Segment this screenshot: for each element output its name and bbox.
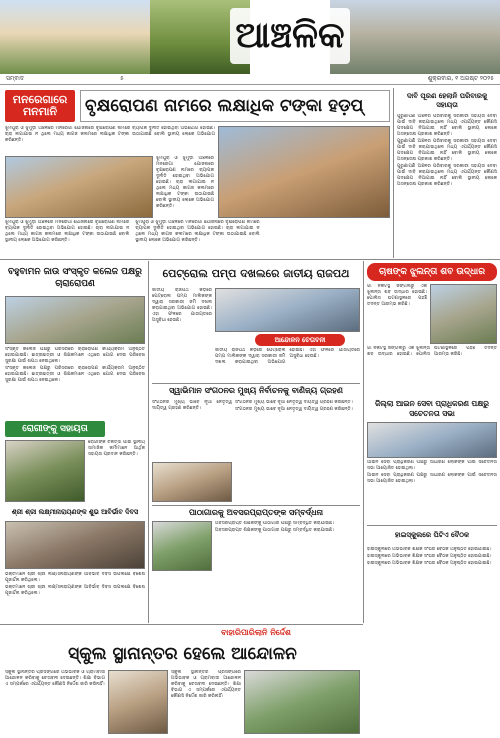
- lead-body-side: [156, 156, 214, 218]
- column-divider-left: [148, 261, 149, 623]
- lead-body-bottom-text: ଝୁମପୁରା ଓ ଝୁମୁଡ଼ା ଅଞ୍ଚଳରେ ମନରେଗା ଯୋଜନାରେ ବୃକ୍ଷରୋପଣ ନାମରେ ବ୍ୟାପକ ଦୁର୍ନୀତି ହୋଇଥିବା ଅଭିଯୋଗ ହୋଇଛି। ଚାରା ଲଗାଯାଇ ନ ଥିଲେ ମଧ୍ୟ କାଗଜ କଲମରେ ଲକ୍ଷାଧିକ ଟଙ୍କା ଉଠାଯାଇଛି ବୋଲି ସ୍ଥାନୀୟ ଲୋକେ ଅଭିଯୋଗ କରିଛନ୍ତି।: [5, 220, 130, 243]
- left-story3-headline[interactable]: ଶ୍ରୀ ଶ୍ରୀ ଲକ୍ଷ୍ମୀନାରାୟଣଙ୍କ ଶୁଭ ଆବିର୍ଭାବ ଦିବସ: [11, 507, 139, 516]
- left-story1-text: ସଂସ୍କୃତ କଲେଜ ପକ୍ଷରୁ ପରିସରରେ ଚାରାରୋପଣ କାର୍ଯ୍ୟକ୍ରମ ଅନୁଷ୍ଠିତ ହୋଇଯାଇଛି। ଛାତ୍ରଛାତ୍ରୀ ଓ ଶିକ୍ଷକମାନେ ଏଥିରେ ଯୋଗ ଦେଇ ପରିବେଶ ସୁରକ୍ଷା ପାଇଁ ଶପଥ ନେଇଥିଲେ।: [5, 347, 145, 364]
- lead-body-top: [5, 126, 215, 154]
- masthead: [0, 0, 500, 74]
- lead-body-side-text: ଝୁମପୁରା ଓ ଝୁମୁଡ଼ା ଅଞ୍ଚଳରେ ମନରେଗା ଯୋଜନାରେ ବୃକ୍ଷରୋପଣ ନାମରେ ବ୍ୟାପକ ଦୁର୍ନୀତି ହୋଇଥିବା ଅଭିଯୋଗ ହୋଇଛି। ଚାରା ଲଗାଯାଇ ନ ଥିଲେ ମଧ୍ୟ କାଗଜ କଲମରେ ଲକ୍ଷାଧିକ ଟଙ୍କା ଉଠାଯାଇଛି ବୋଲି ସ୍ଥାନୀୟ ଲୋକେ ଅଭିଯୋଗ କରିଛନ୍ତି।: [156, 156, 214, 209]
- right-story3-text-3: ହାଇସ୍କୁଲରେ ଅଭିଭାବକ ଶିକ୍ଷକ ସଂଘର ବୈଠକ ଅନୁଷ୍ଠିତ ହୋଇଯାଇଛି।: [367, 561, 492, 566]
- center-story2-text-2: ସଂଗଠନର ମୁଖ୍ୟ ଭାବେ ନୂଆ ନେତୃତ୍ୱ ଦାୟିତ୍ୱ ଗ୍ରହଣ କରିଛନ୍ତି।: [235, 400, 353, 405]
- left-story1-text-2: ସଂସ୍କୃତ କଲେଜ ପକ୍ଷରୁ ପରିସରରେ ଚାରାରୋପଣ କାର୍ଯ୍ୟକ୍ରମ ଅନୁଷ୍ଠିତ ହୋଇଯାଇଛି। ଛାତ୍ରଛାତ୍ରୀ ଓ ଶିକ୍ଷକମାନେ ଏଥିରେ ଯୋଗ ଦେଇ ପରିବେଶ ସୁରକ୍ଷା ପାଇଁ ଶପଥ ନେଇଥିଲେ।: [5, 366, 145, 383]
- row-divider-1: [0, 259, 500, 260]
- center-story3-headline[interactable]: ପାଠାଗାରକୁ ଅବସରପ୍ରାପ୍ତଙ୍କ ସମ୍ବର୍ଦ୍ଧନା: [152, 505, 360, 519]
- right-top-text-3: ପୁରୁଣାପଣି ଅଞ୍ଚଳର ପରିବାରକୁ ସରକାରୀ ସହାୟତା ଦେବା ପାଇଁ ଦାବି କରାଯାଇଥିଲେ ମଧ୍ୟ ଏପର୍ଯ୍ୟନ୍ତ କୌଣସି ପଦକ୍ଷେପ ନିଆଯାଇ ନାହିଁ ବୋଲି ସ୍ଥାନୀୟ ଲୋକେ ଅସନ୍ତୋଷ ପ୍ରକାଶ କରିଛନ୍ତି।: [397, 164, 497, 187]
- bottom-headline[interactable]: ସ୍କୁଲ ସ୍ଥାନାନ୍ତର ହେଲେ ଆନ୍ଦୋଳନ: [68, 644, 297, 664]
- left-story1-headline[interactable]: ବହୁବାମନ ଜାଉ ସଂସ୍କୃତ କଲେଜ ପକ୍ଷରୁ ଚାରାରୋପଣ: [8, 267, 142, 289]
- lead-body-bottom-text-2: ଝୁମପୁରା ଓ ଝୁମୁଡ଼ା ଅଞ୍ଚଳରେ ମନରେଗା ଯୋଜନାରେ ବୃକ୍ଷରୋପଣ ନାମରେ ବ୍ୟାପକ ଦୁର୍ନୀତି ହୋଇଥିବା ଅଭିଯୋଗ ହୋଇଛି। ଚାରା ଲଗାଯାଇ ନ ଥିଲେ ମଧ୍ୟ କାଗଜ କଲମରେ ଲକ୍ଷାଧିକ ଟଙ୍କା ଉଠାଯାଇଛି ବୋଲି ସ୍ଥାନୀୟ ଲୋକେ ଅଭିଯୋଗ କରିଛନ୍ତି।: [135, 220, 260, 243]
- right-story1-body: [367, 284, 427, 344]
- center-story3-text-2: ଅବସରପ୍ରାପ୍ତ ଶିକ୍ଷକଙ୍କୁ ପାଠାଗାର ପକ୍ଷରୁ ସମ୍ବର୍ଦ୍ଧିତ କରାଯାଇଛି।: [215, 528, 335, 533]
- right-story3-headline[interactable]: ହାଇସ୍କୁଲରେ ପିଟିଏ ବୈଠକ: [367, 525, 497, 545]
- left-story2-body: [88, 440, 145, 502]
- right-story2-headline[interactable]: ଜିଲ୍ଲା ଆଇନ ସେବା ପ୍ରାଧିକରଣ ପକ୍ଷରୁ ସଚେତନତା ସଭା: [375, 399, 489, 418]
- left-story2-headline[interactable]: ରୋଗୀଙ୍କୁ ସହାୟତା: [5, 421, 105, 437]
- right-top-text-2: ପୁରୁଣାପଣି ଅଞ୍ଚଳର ପରିବାରକୁ ସରକାରୀ ସହାୟତା ଦେବା ପାଇଁ ଦାବି କରାଯାଇଥିଲେ ମଧ୍ୟ ଏପର୍ଯ୍ୟନ୍ତ କୌଣସି ପଦକ୍ଷେପ ନିଆଯାଇ ନାହିଁ ବୋଲି ସ୍ଥାନୀୟ ଲୋକେ ଅସନ୍ତୋଷ ପ୍ରକାଶ କରିଛନ୍ତି।: [397, 139, 497, 162]
- center-story2-text-3: ସଂଗଠନର ମୁଖ୍ୟ ଭାବେ ନୂଆ ନେତୃତ୍ୱ ଦାୟିତ୍ୱ ଗ୍ରହଣ କରିଛନ୍ତି।: [235, 407, 353, 412]
- right-story1-text-2: ଗାଁ ନିକଟସ୍ଥ ଜଙ୍ଗଲରୁ ଏକ ଝୁଲନ୍ତା ଶବ ଉଦ୍ଧାର ହୋଇଛି। ପୋଲିସ ଘଟଣାସ୍ଥଳରେ ପହଞ୍ଚି ତଦନ୍ତ ଆରମ୍ଭ କରିଛି।: [367, 346, 497, 357]
- dateline-bar: [0, 74, 500, 85]
- bottom-photo-1: [108, 670, 168, 734]
- right-story1-photo: [430, 284, 497, 344]
- bottom-photo-2: [244, 670, 360, 734]
- bottom-body-mid: [171, 670, 241, 734]
- center-story2-body-2: [235, 400, 360, 502]
- center-warning-badge: ଆନ୍ଦୋଳନ ଚେତାବନୀ: [255, 334, 345, 346]
- column-divider-right: [363, 261, 364, 623]
- right-top-headline[interactable]: ଦାବି ପୂରଣ ହେଲାନି ପରିବାରକୁ ସହାୟତା: [406, 92, 488, 109]
- lead-body-bottom: [5, 220, 390, 256]
- left-story3-text: ଭକ୍ତମାନେ ଶ୍ରୀ ଶ୍ରୀ ଲକ୍ଷ୍ମୀନାରାୟଣଙ୍କ ଆବିର୍ଭାବ ଦିବସ ଉପଲକ୍ଷେ ବିଶେଷ ପୂଜାର୍ଚ୍ଚନା କରିଥିଲେ।: [5, 572, 145, 583]
- center-story1-photo: [215, 288, 360, 332]
- right-story3-body: [367, 547, 497, 733]
- center-story1-body: [152, 288, 212, 380]
- right-story3-text: ହାଇସ୍କୁଲରେ ଅଭିଭାବକ ଶିକ୍ଷକ ସଂଘର ବୈଠକ ଅନୁଷ୍ଠିତ ହୋଇଯାଇଛି।: [367, 547, 492, 552]
- right-story1-body-2: [367, 346, 497, 396]
- center-story1-text-2: ଜାତୀୟ ରାଜପଥ କଡ଼ରେ ପେଟ୍ରୋଲ ପମ୍ପ ମାଲିକଙ୍କ ଦ୍ୱାରା ସରକାରୀ ଜମି ଦଖଲ କରାଯାଇଥିବା ଅଭିଯୋଗ ହୋଇଛି। ଏହା ଫଳରେ ଯାତାୟତରେ ଅସୁବିଧା ହେଉଛି।: [215, 348, 360, 365]
- bottom-body-left: [5, 670, 105, 734]
- bottom-text-1: ସ୍କୁଲ ସ୍ଥାନାନ୍ତର ପ୍ରସଙ୍ଗରେ ଅଭିଭାବକ ଓ ଗ୍ରାମବାସୀ ଆନ୍ଦୋଳନ କରିବାକୁ ଚେତାବନୀ ଦେଇଛନ୍ତି। ଶିକ୍ଷା ବିଭାଗ ଏ ସମ୍ପର୍କରେ ଏପର୍ଯ୍ୟନ୍ତ କୌଣସି ନିର୍ଦ୍ଦେଶ ଜାରି କରିନାହିଁ।: [5, 670, 105, 687]
- left-story3-photo: [5, 521, 145, 569]
- center-story3-body: [215, 521, 360, 571]
- center-story1-body-2: [215, 348, 360, 380]
- left-story1-photo: [5, 296, 145, 344]
- masthead-photo-temple: [0, 0, 150, 74]
- bottom-kicker: ବାହାରିପାରିଲାନି ନିର୍ଦ୍ଦେଶ: [221, 628, 291, 637]
- lead-headline[interactable]: ବୃକ୍ଷରୋପଣ ନାମରେ ଲକ୍ଷାଧିକ ଟଙ୍କା ହଡ଼ପ୍: [80, 90, 390, 122]
- page-number: ୫: [120, 75, 124, 82]
- edition-name: ସମ୍ବାଦ: [6, 75, 24, 82]
- center-story3-photo: [152, 521, 212, 571]
- right-story2-body: [367, 460, 497, 522]
- bottom-text-2: ସ୍କୁଲ ସ୍ଥାନାନ୍ତର ପ୍ରସଙ୍ଗରେ ଅଭିଭାବକ ଓ ଗ୍ରାମବାସୀ ଆନ୍ଦୋଳନ କରିବାକୁ ଚେତାବନୀ ଦେଇଛନ୍ତି। ଶିକ୍ଷା ବିଭାଗ ଏ ସମ୍ପର୍କରେ ଏପର୍ଯ୍ୟନ୍ତ କୌଣସି ନିର୍ଦ୍ଦେଶ ଜାରି କରିନାହିଁ।: [171, 670, 241, 699]
- lead-photo-road: [218, 126, 390, 218]
- section-title: ଆଞ୍ଚଳିକ: [230, 8, 350, 64]
- right-top-text-1: ପୁରୁଣାପଣି ଅଞ୍ଚଳର ପରିବାରକୁ ସରକାରୀ ସହାୟତା ଦେବା ପାଇଁ ଦାବି କରାଯାଇଥିଲେ ମଧ୍ୟ ଏପର୍ଯ୍ୟନ୍ତ କୌଣସି ପଦକ୍ଷେପ ନିଆଯାଇ ନାହିଁ ବୋଲି ସ୍ଥାନୀୟ ଲୋକେ ଅସନ୍ତୋଷ ପ୍ରକାଶ କରିଛନ୍ତି।: [397, 114, 497, 137]
- center-story2-photo: [152, 462, 232, 502]
- right-story3-text-2: ହାଇସ୍କୁଲରେ ଅଭିଭାବକ ଶିକ୍ଷକ ସଂଘର ବୈଠକ ଅନୁଷ୍ଠିତ ହୋଇଯାଇଛି।: [367, 554, 492, 559]
- left-story2-photo: [5, 440, 85, 502]
- row-divider-2: [0, 624, 363, 625]
- lead-kicker-line1: ମନରେଗାରେ: [12, 92, 68, 106]
- center-story2-headline[interactable]: ସ୍ୱାଭିମାନ ସଂଗଠନର ମୁଖ୍ୟ ନିର୍ବାଚନକୁ ବାଣିଜ୍ୟ ଗ୍ରହଣ: [152, 383, 360, 397]
- right-story1-headline[interactable]: ଚାଷଙ୍କ ଝୁଲନ୍ତା ଶବ ଉଦ୍ଧାର: [367, 263, 497, 281]
- lead-kicker-line2: ମନମାନି: [22, 105, 58, 118]
- lead-photo-plantation: [5, 156, 153, 218]
- center-story2-text: ସଂଗଠନର ମୁଖ୍ୟ ଭାବେ ନୂଆ ନେତୃତ୍ୱ ଦାୟିତ୍ୱ ଗ୍ରହଣ କରିଛନ୍ତି।: [152, 400, 232, 411]
- left-story3-body: [5, 572, 145, 622]
- center-story1-headline[interactable]: ପେଟ୍ରୋଲ ପମ୍ପ ଦଖଲରେ ଜାତୀୟ ରାଜପଥ: [162, 267, 350, 280]
- left-story1-body: [5, 347, 145, 419]
- right-top-body: [397, 114, 497, 256]
- right-story2-photo: [367, 422, 497, 458]
- lead-body-text: ଝୁମପୁରା ଓ ଝୁମୁଡ଼ା ଅଞ୍ଚଳରେ ମନରେଗା ଯୋଜନାରେ ବୃକ୍ଷରୋପଣ ନାମରେ ବ୍ୟାପକ ଦୁର୍ନୀତି ହୋଇଥିବା ଅଭିଯୋଗ ହୋଇଛି। ଚାରା ଲଗାଯାଇ ନ ଥିଲେ ମଧ୍ୟ କାଗଜ କଲମରେ ଲକ୍ଷାଧିକ ଟଙ୍କା ଉଠାଯାଇଛି ବୋଲି ସ୍ଥାନୀୟ ଲୋକେ ଅଭିଯୋଗ କରିଛନ୍ତି।: [5, 126, 215, 143]
- left-story2-text: ରୋଗୀଙ୍କ ଚିକିତ୍ସା ପାଇଁ ସ୍ଥାନୀୟ ସାମାଜିକ କର୍ମୀମାନେ ଆର୍ଥିକ ସହାୟତା ପ୍ରଦାନ କରିଛନ୍ତି।: [88, 440, 145, 457]
- right-story2-text-2: ଆଇନ ସେବା ପ୍ରାଧିକରଣ ପକ୍ଷରୁ ସାଧାରଣ ଲୋକଙ୍କ ପାଇଁ ସଚେତନତା ସଭା ଆୟୋଜିତ ହୋଇଥିଲା।: [367, 473, 497, 484]
- edition-date: ଶୁକ୍ରବାର, ୧ ଅଗଷ୍ଟ ୨୦୨୫: [427, 75, 494, 82]
- masthead-photo-town: [330, 0, 500, 74]
- center-story3-text: ଅବସରପ୍ରାପ୍ତ ଶିକ୍ଷକଙ୍କୁ ପାଠାଗାର ପକ୍ଷରୁ ସମ୍ବର୍ଦ୍ଧିତ କରାଯାଇଛି।: [215, 521, 335, 526]
- right-story2-text: ଆଇନ ସେବା ପ୍ରାଧିକରଣ ପକ୍ଷରୁ ସାଧାରଣ ଲୋକଙ୍କ ପାଇଁ ସଚେତନତା ସଭା ଆୟୋଜିତ ହୋଇଥିଲା।: [367, 460, 497, 471]
- right-story1-text: ଗାଁ ନିକଟସ୍ଥ ଜଙ୍ଗଲରୁ ଏକ ଝୁଲନ୍ତା ଶବ ଉଦ୍ଧାର ହୋଇଛି। ପୋଲିସ ଘଟଣାସ୍ଥଳରେ ପହଞ୍ଚି ତଦନ୍ତ ଆରମ୍ଭ କରିଛି।: [367, 284, 427, 307]
- lead-kicker: [5, 90, 75, 122]
- center-story2-body: [152, 400, 232, 460]
- left-story3-text-2: ଭକ୍ତମାନେ ଶ୍ରୀ ଶ୍ରୀ ଲକ୍ଷ୍ମୀନାରାୟଣଙ୍କ ଆବିର୍ଭାବ ଦିବସ ଉପଲକ୍ଷେ ବିଶେଷ ପୂଜାର୍ଚ୍ଚନା କରିଥିଲେ।: [5, 585, 145, 596]
- center-story1-text: ଜାତୀୟ ରାଜପଥ କଡ଼ରେ ପେଟ୍ରୋଲ ପମ୍ପ ମାଲିକଙ୍କ ଦ୍ୱାରା ସରକାରୀ ଜମି ଦଖଲ କରାଯାଇଥିବା ଅଭିଯୋଗ ହୋଇଛି। ଏହା ଫଳରେ ଯାତାୟତରେ ଅସୁବିଧା ହେଉଛି।: [152, 288, 212, 323]
- column-divider-right-top: [393, 88, 394, 258]
